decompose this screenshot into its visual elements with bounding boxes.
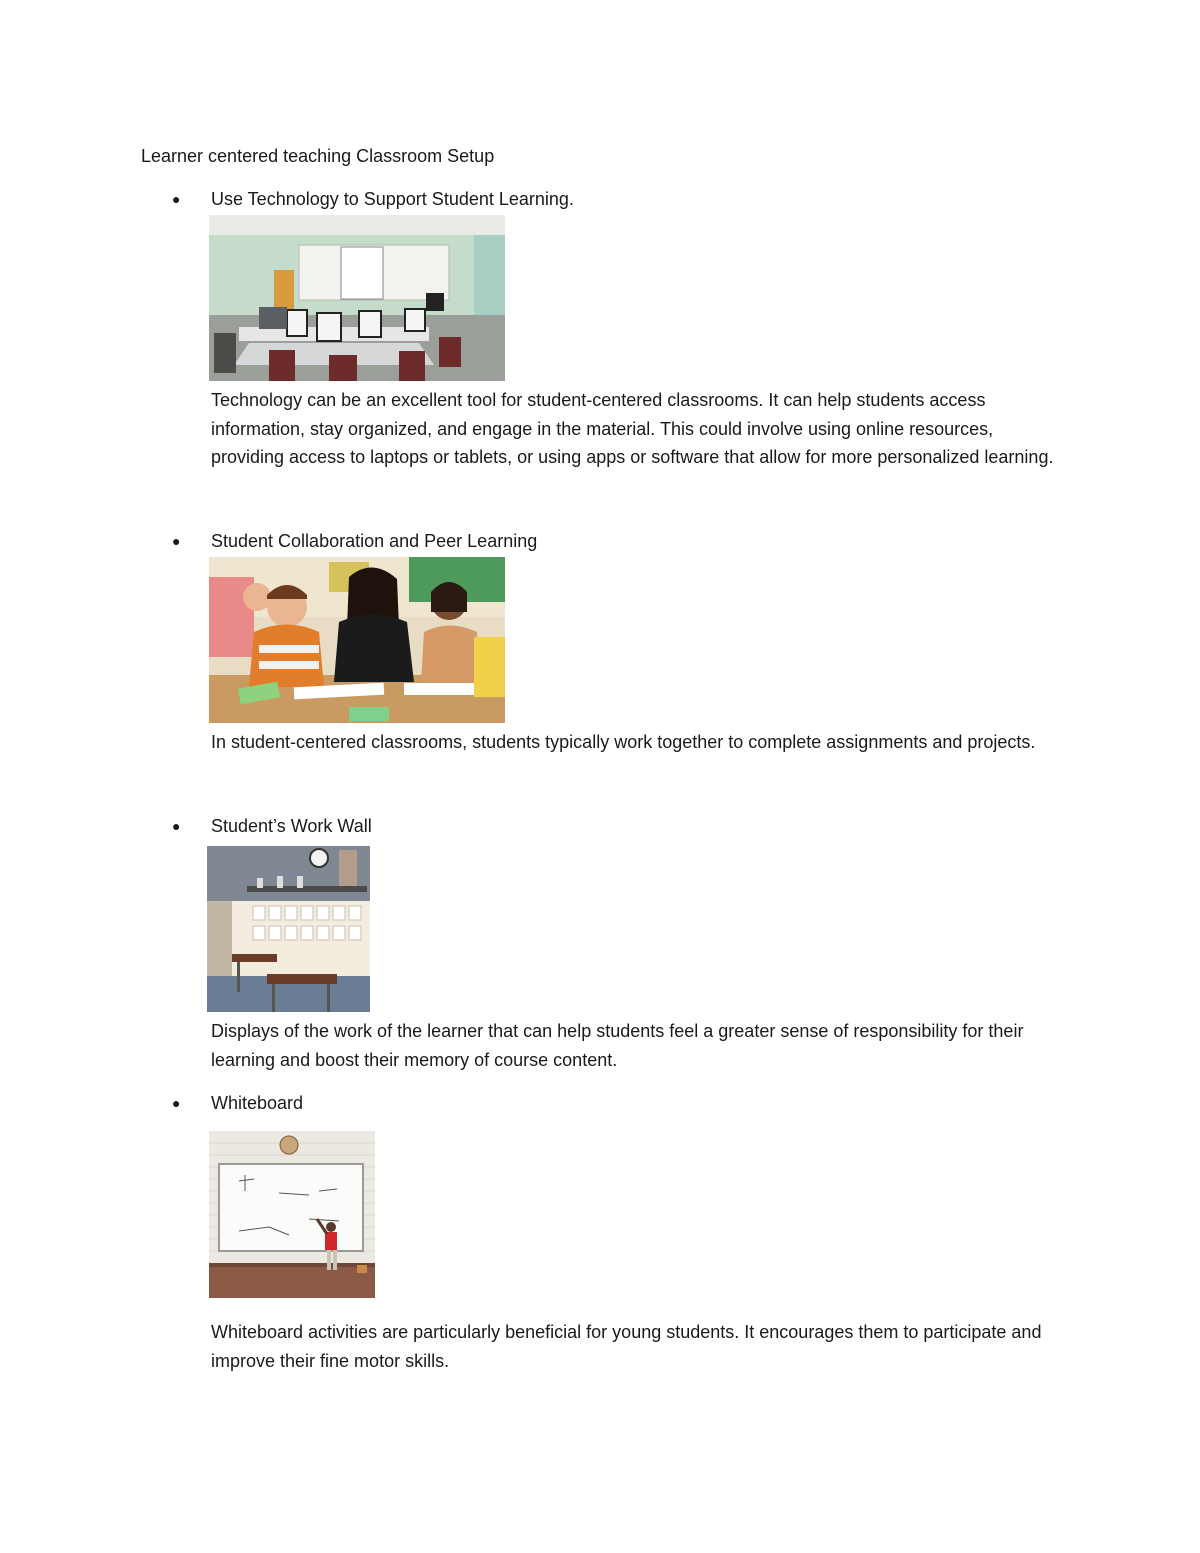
section-heading-whiteboard: Whiteboard	[211, 1093, 304, 1113]
child-at-whiteboard-photo	[209, 1131, 375, 1298]
teacher-and-students-at-table-photo	[209, 557, 505, 723]
section-paragraph-whiteboard: Whiteboard activities are particularly beneficial for young students. It encourages them to participate and improve their fine motor skills.	[211, 1322, 1042, 1371]
bullet-icon: ●	[172, 191, 181, 207]
bullet-icon: ●	[172, 1095, 181, 1111]
section-heading-collaboration: Student Collaboration and Peer Learning	[211, 531, 538, 551]
section-heading-work-wall: Student’s Work Wall	[211, 816, 372, 836]
bullet-icon: ●	[172, 533, 181, 549]
classroom-computer-lab-photo	[209, 215, 505, 381]
section-paragraph-technology: Technology can be an excellent tool for student-centered classrooms. It can help students access information, stay organized, and engage in the material. This could involve using online resources, providing access to laptops or tablets, or using apps or software that allow for more personalized learning.	[211, 390, 1054, 467]
student-work-wall-photo	[207, 846, 370, 1012]
section-heading-technology: Use Technology to Support Student Learning.	[211, 189, 574, 209]
section-paragraph-work-wall: Displays of the work of the learner that can help students feel a greater sense of responsibility for their learning and boost their memory of course content.	[211, 1021, 1024, 1070]
document-title: Learner centered teaching Classroom Setup	[141, 146, 495, 166]
bullet-icon: ●	[172, 818, 181, 834]
section-paragraph-collaboration: In student-centered classrooms, students typically work together to complete assignments and projects.	[211, 732, 1036, 752]
